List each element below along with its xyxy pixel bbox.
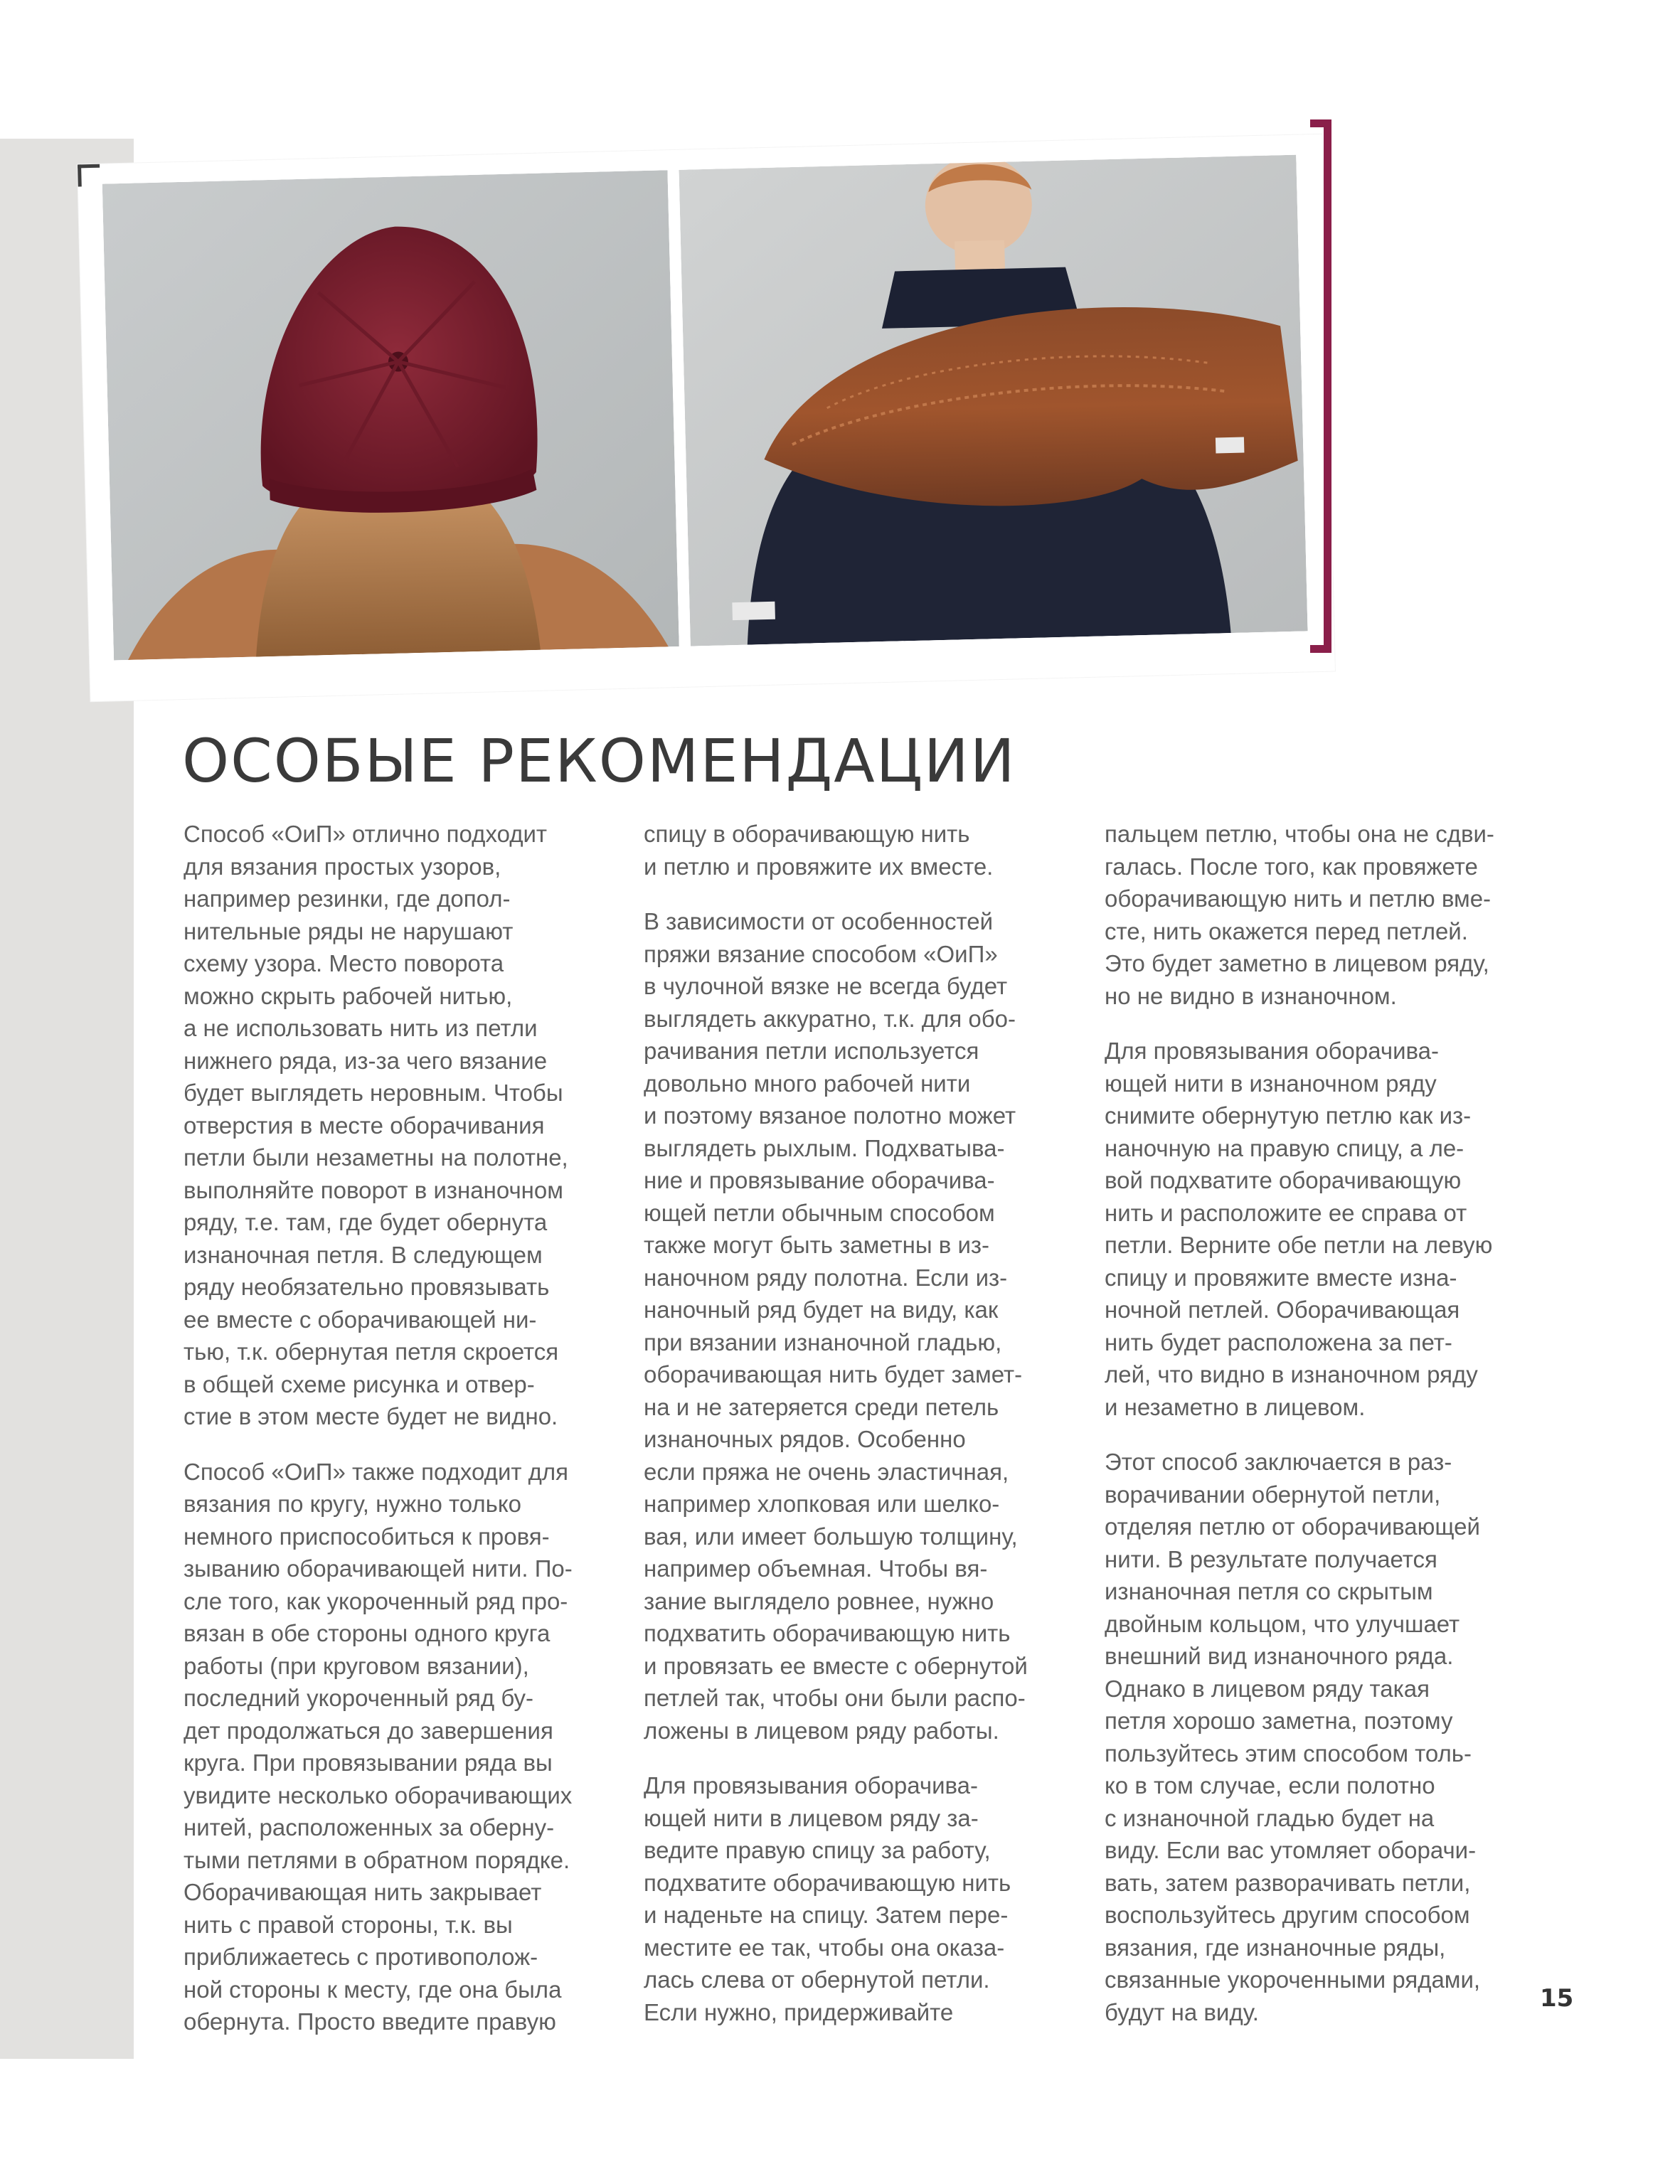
text-column-2 xyxy=(644,818,1070,2051)
photo-frame xyxy=(78,134,1335,702)
paragraph: Для провязывания оборачива- ющей нити в лицевом ряду за- ведите правую спицу за работу, подхватите оборачивающую нить и наденьте на спицу. Затем пере- местите ее так, чтобы она оказа- лась слева от обернутой петли. Если нужно, придерживайте xyxy=(644,1772,1011,2025)
frame-corner-mark xyxy=(78,164,100,187)
paragraph: спицу в оборачивающую нить и петлю и провяжите их вместе. xyxy=(644,821,994,880)
paragraph: Способ «ОиП» отлично подходит для вязания простых узоров, например резинки, где допол- нительные ряды не нарушают схему узора. Место поворота можно скрыть рабочей нитью, а не использовать нить из петли нижнего ряда, из-за чего вязание будет выглядеть неровным. Чтобы отверстия в месте оборачивания петли были незаметны на полотне, выполняйте поворот в изнаночном ряду, т.е. там, где будет обернута изнаночная петля. В следующем ряду необязательно провязывать ее вместе с оборачивающей ни- тью, т.к. обернутая петля скроется в общей схеме рисунка и отвер- стие в этом месте будет не видно. xyxy=(184,821,568,1429)
photo-hat xyxy=(102,170,679,660)
text-column-1 xyxy=(184,818,610,2061)
page-number: 15 xyxy=(1540,1984,1574,2013)
paragraph: В зависимости от особенностей пряжи вязание способом «ОиП» в чулочной вязке не всегда будет выглядеть аккуратно, т.к. для обо- рачивания петли используется довольно много рабочей нити и поэтому вязаное полотно может выглядеть рыхлым. Подхватыва- ние и провязывание оборачива- ющей петли обычным способом также могут быть заметны в из- наночном ряду полотна. Если из- наночный ряд будет на виду, как при вязании изнаночной гладью, оборачивающая нить будет замет- на и не затеряется среди петель изнаночных рядов. Особенно если пряжа не очень эластичная, например хлопковая или шелко- вая, или имеет большую толщину, например объемная. Чтобы вя- зание выглядело ровнее, нужно подхватить оборачивающую нить и провязать ее вместе с обернутой петлей так, чтобы они были распо- ложены в лицевом ряду работы. xyxy=(644,908,1028,1744)
text-column-3 xyxy=(1105,818,1531,2051)
paragraph: Для провязывания оборачива- ющей нити в изнаночном ряду снимите обернутую петлю как из- наночную на правую спицу, а ле- вой подхватите оборачивающую нить и расположите ее справа от петли. Верните обе петли на левую спицу и провяжите вместе изна- ночной петлей. Оборачивающая нить будет расположена за пет- лей, что видно в изнаночном ряду и незаметно в лицевом. xyxy=(1105,1038,1493,1420)
paragraph: Способ «ОиП» также подходит для вязания по кругу, нужно только немного приспособиться к провя- зыванию оборачивающей нити. По- сле того, как укороченный ряд про- вязан в обе стороны одного круга работы (при круговом вязании), последний укороченный ряд бу- дет продолжаться до завершения круга. При провязывании ряда вы увидите несколько оборачивающих нитей, расположенных за оберну- тыми петлями в обратном порядке. Оборачивающая нить закрывает нить с правой стороны, т.к. вы приближаетесь с противополож- ной стороны к месту, где она была обернута. Просто введите правую xyxy=(184,1458,573,2035)
section-heading: ОСОБЫЕ РЕКОМЕНДАЦИИ xyxy=(182,726,1016,796)
paragraph: Этот способ заключается в раз- ворачивании обернутой петли, отделяя петлю от оборачивающей нити. В результате получается изнаночная петля со скрытым двойным кольцом, что улучшает внешний вид изнаночного ряда. Однако в лицевом ряду такая петля хорошо заметна, поэтому пользуйтесь этим способом толь- ко в том случае, если полотно с изнаночной гладью будет на виду. Если вас утомляет оборачи- вать, затем разворачивать петли, воспользуйтесь другим способом вязания, где изнаночные ряды, связанные укороченными рядами, будут на виду. xyxy=(1105,1449,1481,2025)
accent-bracket xyxy=(1310,119,1331,653)
photo-shawl xyxy=(679,155,1307,646)
paragraph: пальцем петлю, чтобы она не сдви- галась. После того, как провяжете оборачивающую нить и петлю вме- сте, нить окажется перед петлей. Это будет заметно в лицевом ряду, но не видно в изнаночном. xyxy=(1105,821,1494,1009)
